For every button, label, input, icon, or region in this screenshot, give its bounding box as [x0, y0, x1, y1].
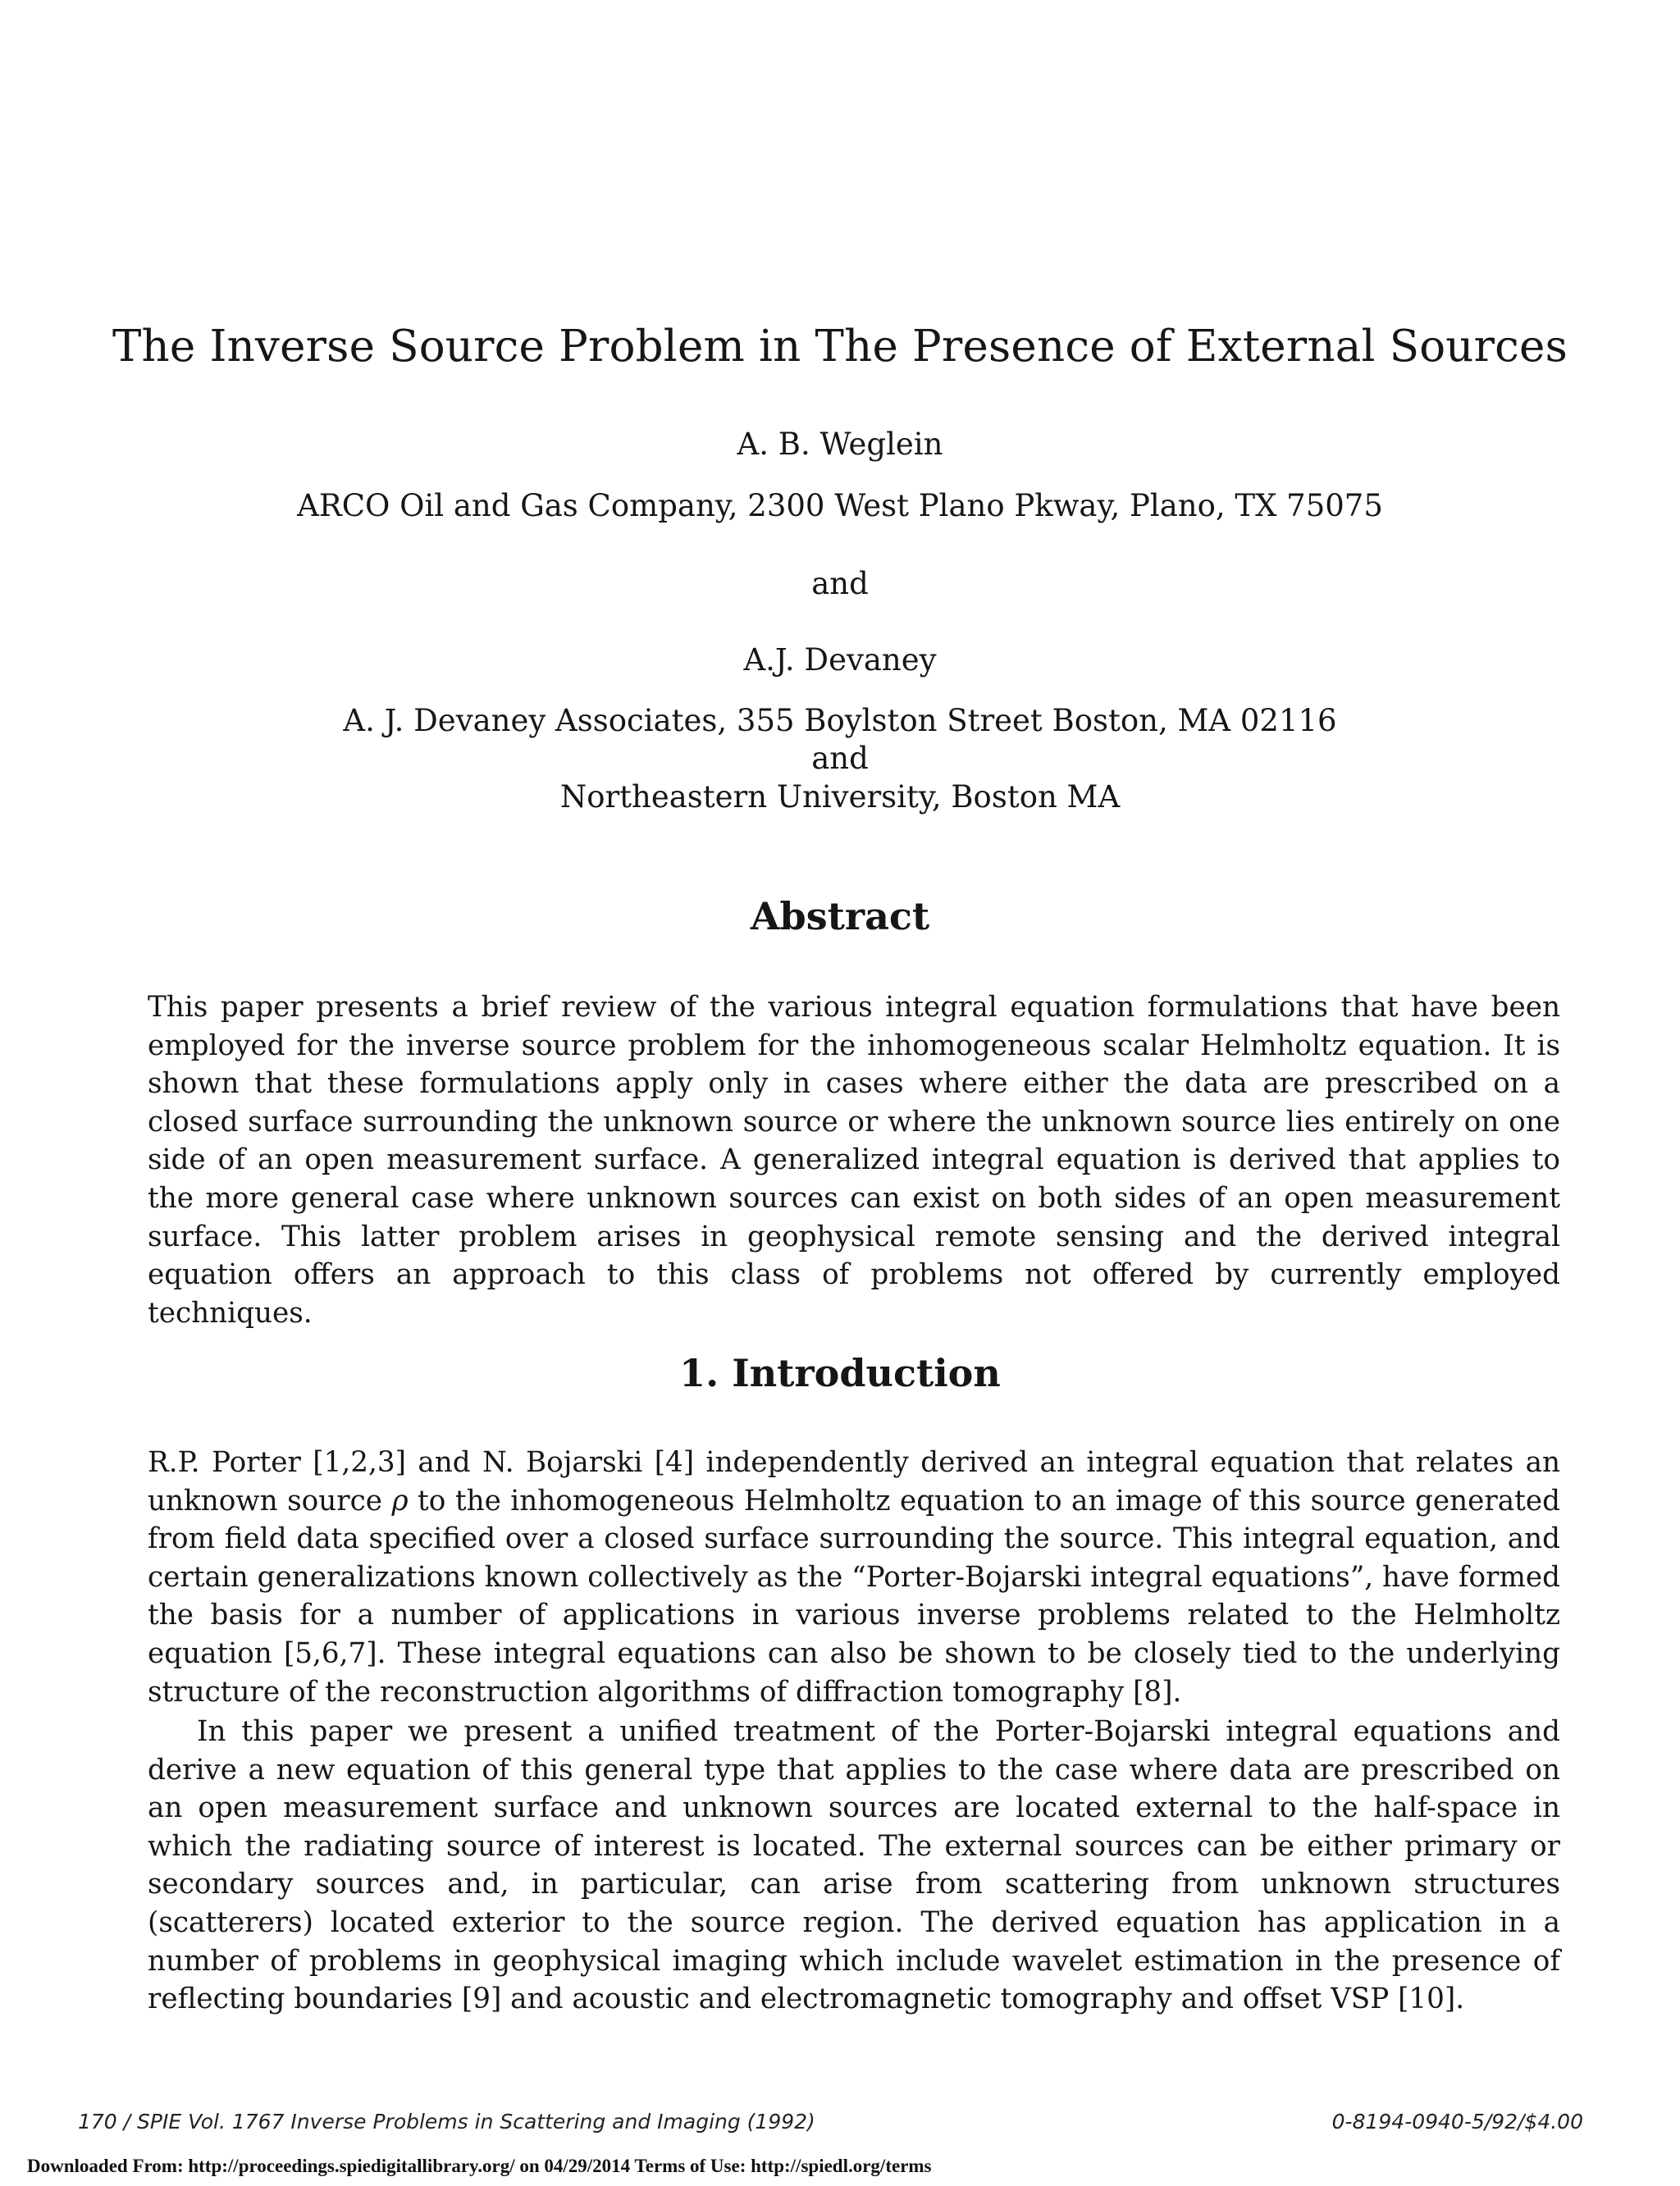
- intro-paragraph-1: [148, 1444, 1560, 1711]
- footer-price-code: 0-8194-0940-5/92/$4.00: [1331, 2110, 1583, 2134]
- abstract-heading: Abstract: [750, 894, 930, 938]
- rho-symbol: ρ: [391, 1484, 409, 1517]
- section-heading-introduction: 1. Introduction: [679, 1351, 1001, 1395]
- author-affiliation: ARCO Oil and Gas Company, 2300 West Plano Pkway, Plano, TX 75075: [297, 488, 1383, 523]
- author-conjunction: and: [811, 566, 869, 601]
- intro-paragraph-1-text-a: R.P. Porter [1,2,3] and N. Bojarski [4] independently derived an integral equation that relates an unknown source: [148, 1446, 1560, 1517]
- footer-citation: 170 / SPIE Vol. 1767 Inverse Problems in Scattering and Imaging (1992): [78, 2110, 815, 2134]
- author-name: A.J. Devaney: [743, 642, 937, 678]
- intro-paragraph-1-text-b: to the inhomogeneous Helmholtz equation to an image of this source generated from field data specified over a closed surface surrounding the source. This integral equation, and certain generalizations known collectively as the “Porter-Bojarski integral equations”, have formed the basis for a number of applications in various inverse problems related to the Helmholtz equation [5,6,7]. These integral equations can also be shown to be closely tied to the underlying structure of the reconstruction algorithms of diffraction tomography [8].: [148, 1484, 1560, 1709]
- download-notice: Downloaded From: http://proceedings.spiedigitallibrary.org/ on 04/29/2014 Terms of Use: http://spiedl.org/terms: [27, 2156, 932, 2176]
- intro-paragraph-2: In this paper we present a unified treatment of the Porter-Bojarski integral equations and derive a new equation of this general type that applies to the case where data are prescribed on an open measurement surface and unknown sources are located external to the half-space in which the radiating source of interest is located. The external sources can be either primary or secondary sources and, in particular, can arise from scattering from unknown structures (scatterers) located exterior to the source region. The derived equation has application in a number of problems in geophysical imaging which include wavelet estimation in the presence of reflecting boundaries [9] and acoustic and electromagnetic tomography and offset VSP [10].: [148, 1715, 1560, 2016]
- author-affiliation: A. J. Devaney Associates, 355 Boylston Street Boston, MA 02116: [343, 703, 1337, 738]
- paper-title: The Inverse Source Problem in The Presence of External Sources: [112, 322, 1568, 372]
- author-affiliation: Northeastern University, Boston MA: [559, 779, 1121, 815]
- author-name: A. B. Weglein: [737, 427, 943, 462]
- author-conjunction: and: [811, 741, 869, 776]
- abstract-body: This paper presents a brief review of the various integral equation formulations that have been employed for the inverse source problem for the inhomogeneous scalar Helmholtz equation. It is shown that these formulations apply only in cases where either the data are prescribed on a closed surface surrounding the unknown source or where the unknown source lies entirely on one side of an open measurement surface. A generalized integral equation is derived that applies to the more general case where unknown sources can exist on both sides of an open measurement surface. This latter problem arises in geophysical remote sensing and the derived integral equation offers an approach to this class of problems not offered by currently employed techniques.: [148, 991, 1560, 1330]
